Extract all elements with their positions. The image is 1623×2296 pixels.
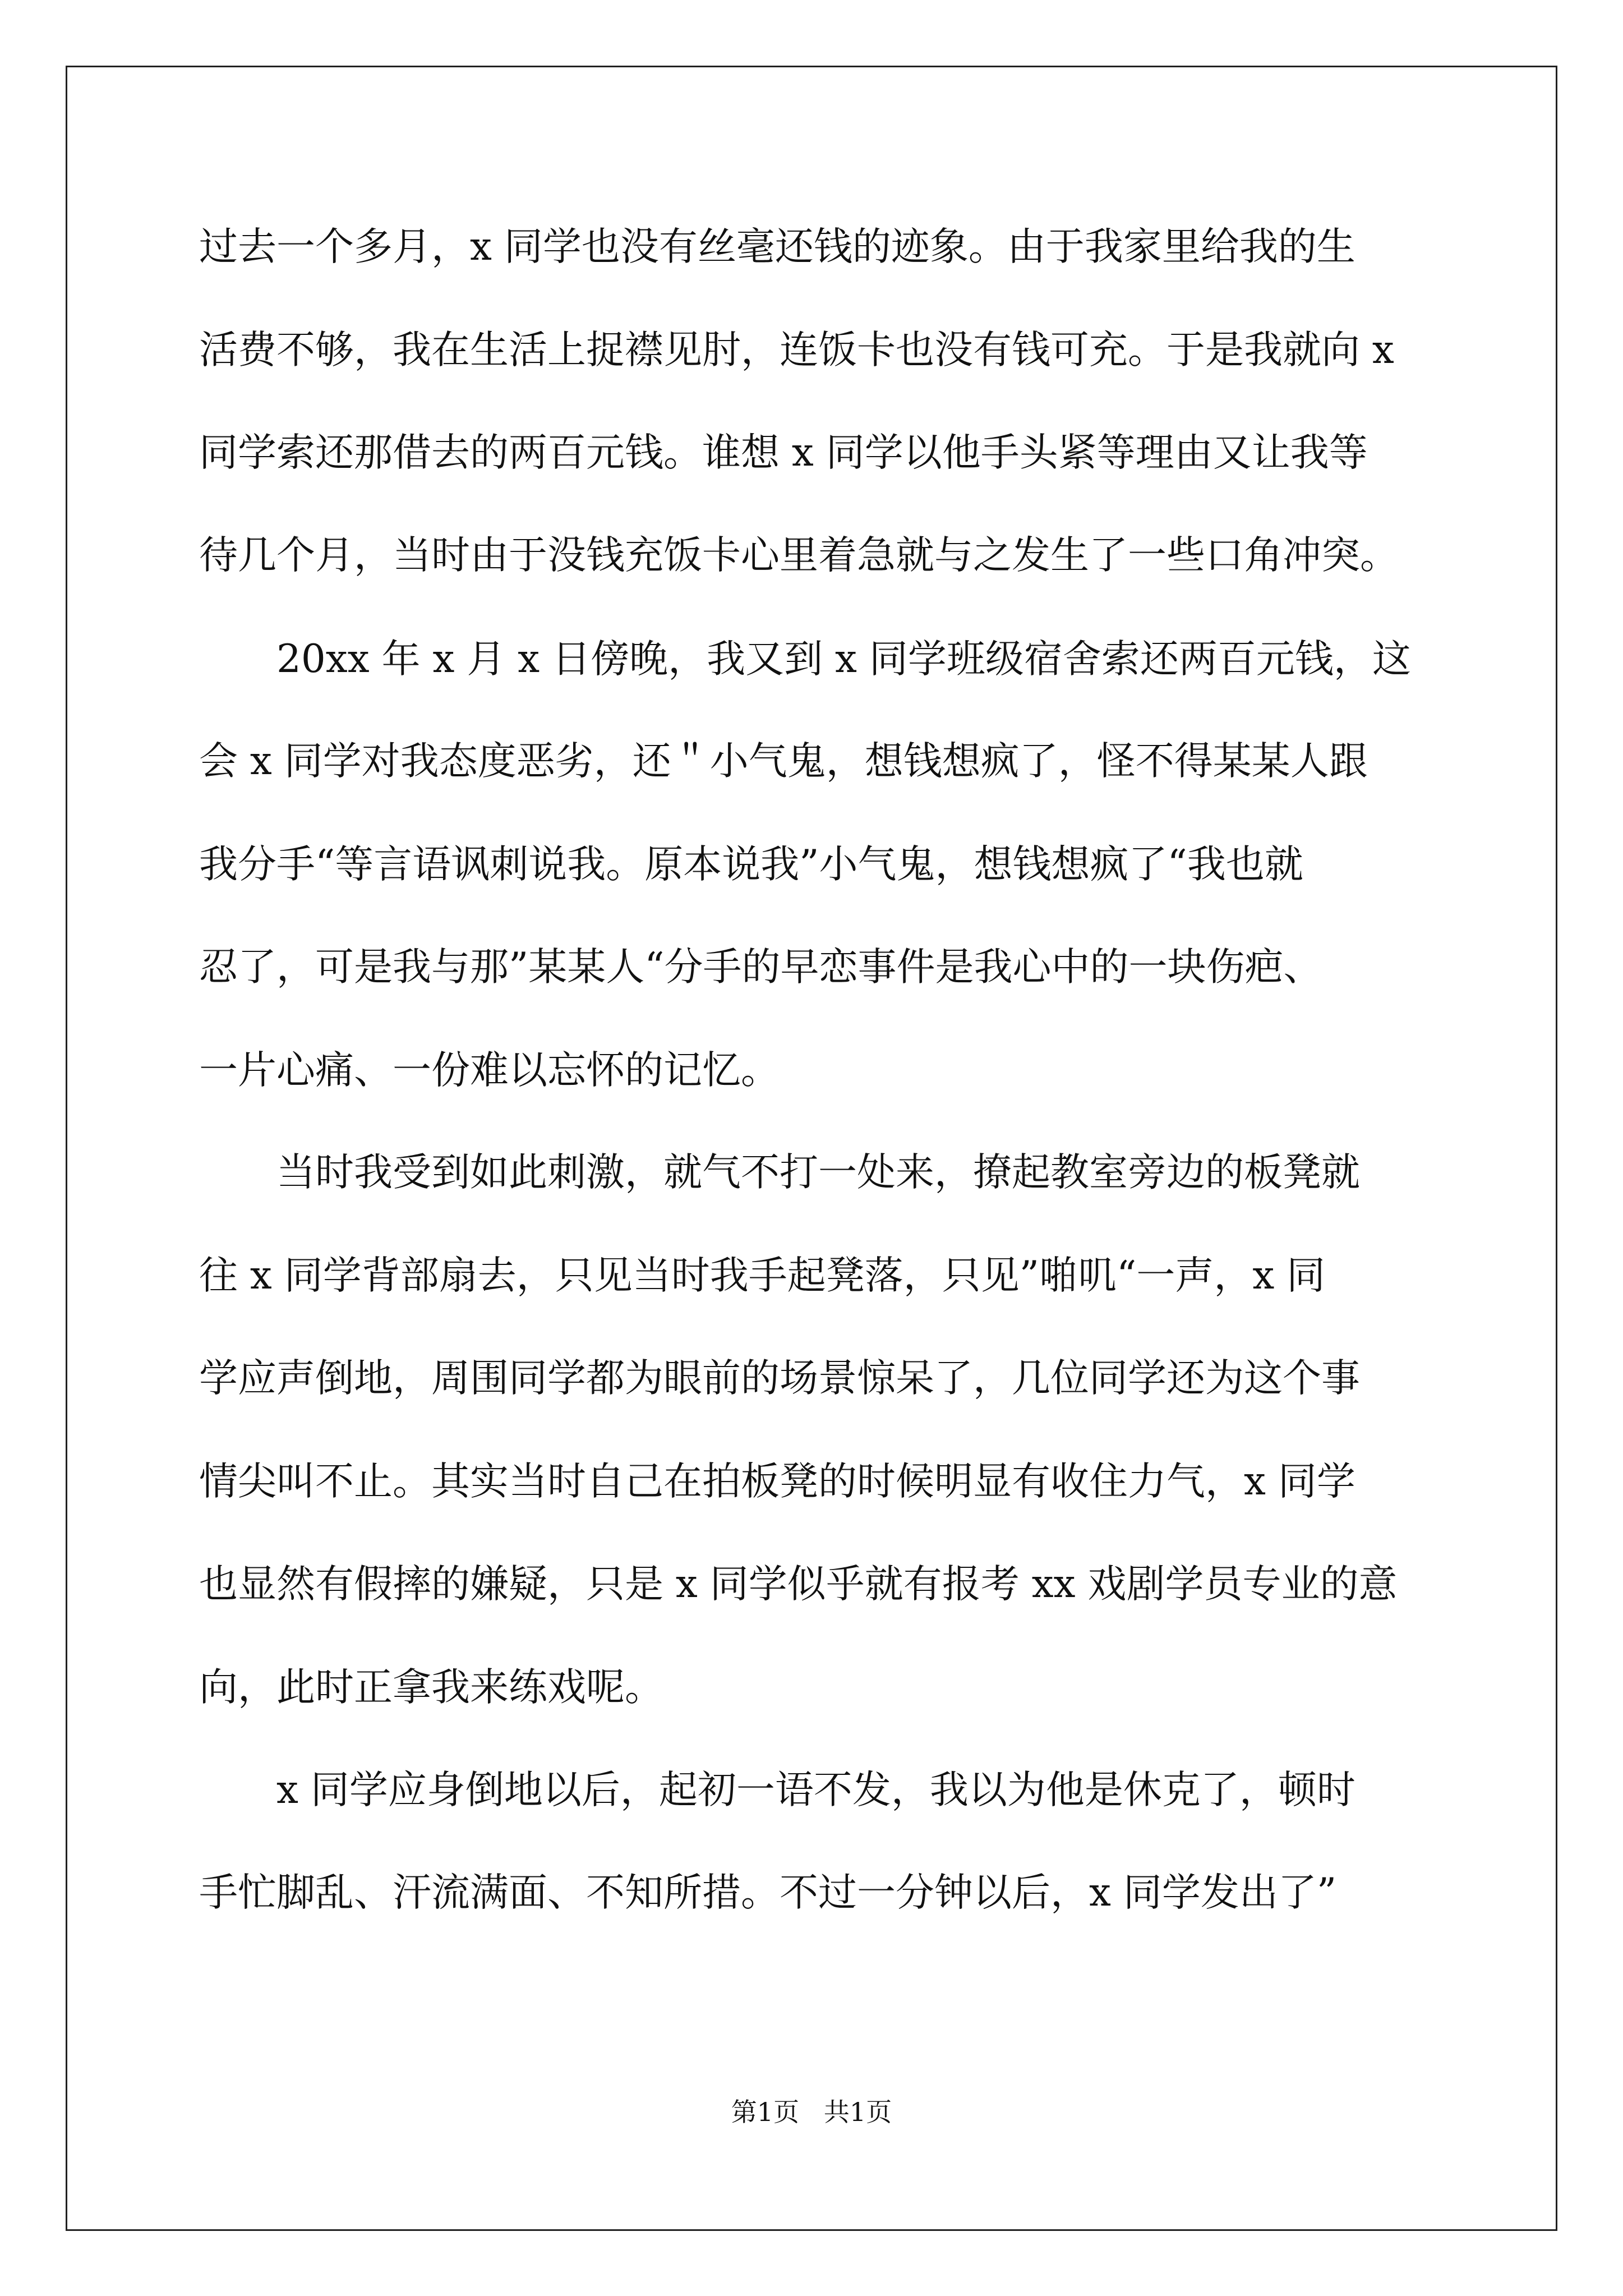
text-line: 一片心痛、一份难以忘怀的记忆。: [199, 1048, 780, 1093]
text-line: 忍了，可是我与那”某某人“分手的早恋事件是我心中的一块伤疤、: [199, 945, 1322, 990]
text-line: 活费不够，我在生活上捉襟见肘，连饭卡也没有钱可充。于是我就向 x: [199, 328, 1394, 372]
text-line: 20xx 年 x 月 x 日傍晚，我又到 x 同学班级宿舍索还两百元钱，这: [276, 637, 1411, 682]
text-line: 当时我受到如此刺激，就气不打一处来，撩起教室旁边的板凳就: [276, 1150, 1360, 1195]
text-line: 过去一个多月，x 同学也没有丝毫还钱的迹象。由于我家里给我的生: [199, 224, 1355, 269]
text-line: 也显然有假摔的嫌疑，只是 x 同学似乎就有报考 xx 戏剧学员专业的意: [199, 1562, 1398, 1607]
text-line: 向，此时正拿我来练戏呢。: [199, 1665, 663, 1710]
text-line: 手忙脚乱、汗流满面、不知所措。不过一分钟以后，x 同学发出了”: [199, 1870, 1337, 1915]
page-footer: 第1页 共1页: [731, 2097, 892, 2127]
text-line: 待几个月，当时由于没钱充饭卡心里着急就与之发生了一些口角冲突。: [199, 533, 1399, 578]
text-line: 往 x 同学背部扇去，只见当时我手起凳落，只见”啪叽“一声，x 同: [199, 1253, 1326, 1298]
text-line: x 同学应身倒地以后，起初一语不发，我以为他是休克了，顿时: [276, 1768, 1355, 1812]
text-line: 同学索还那借去的两百元钱。谁想 x 同学以他手头紧等理由又让我等: [199, 430, 1368, 475]
text-line: 学应声倒地，周围同学都为眼前的场景惊呆了，几位同学还为这个事: [199, 1356, 1360, 1401]
text-line: 我分手“等言语讽刺说我。原本说我”小气鬼，想钱想疯了“我也就: [199, 842, 1303, 887]
text-line: 会 x 同学对我态度恶劣，还＂小气鬼，想钱想疯了，怪不得某某人跟: [199, 739, 1368, 784]
text-line: 情尖叫不止。其实当时自己在拍板凳的时候明显有收住力气，x 同学: [199, 1459, 1355, 1504]
